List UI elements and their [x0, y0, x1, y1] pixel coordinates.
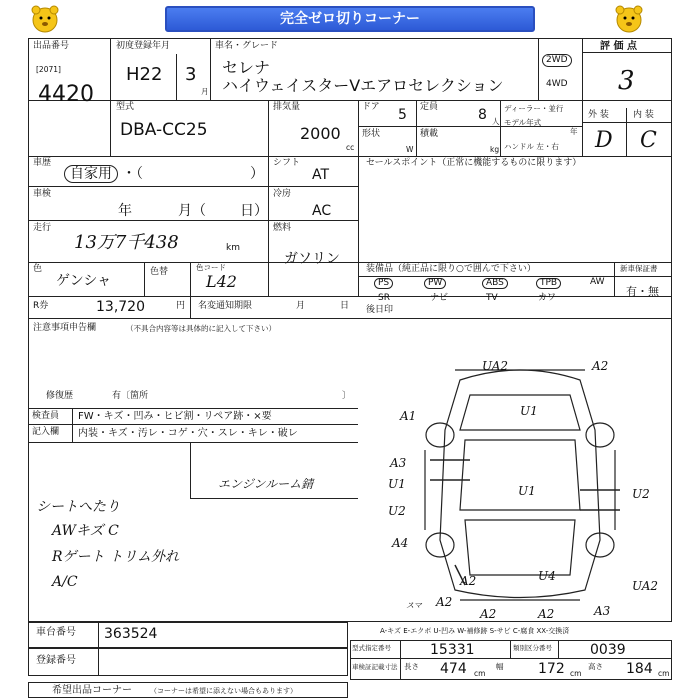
rbook-unit: 円: [176, 301, 186, 311]
mark-ua2-right: UA2: [632, 579, 659, 593]
month-unit: 月: [201, 87, 209, 96]
lot-number: 4420: [38, 82, 94, 107]
equip-pw: PW: [424, 278, 446, 289]
handle-label: ハンドル 左・右: [504, 142, 559, 151]
mark-u1-roof: U1: [518, 484, 536, 498]
equip-abs: ABS: [482, 278, 508, 289]
color-value: ゲンシャ: [56, 273, 112, 289]
rbook-label: R券: [33, 301, 49, 311]
height-value: 184: [626, 661, 653, 677]
mark-a2-rear: A2: [460, 574, 477, 588]
note-seat: シートへたり: [36, 499, 120, 515]
inspection-label: 車検: [33, 189, 52, 199]
inspector-label-2: 記入欄: [32, 427, 60, 437]
mileage-unit: km: [226, 243, 240, 253]
drive-2wd: 2WD: [542, 54, 572, 67]
exterior-label: 外 装: [588, 110, 609, 120]
inspection-day: 日）: [240, 203, 268, 219]
caution-sub: （不具合内容等は具体的に記入して下さい）: [126, 324, 276, 333]
mark-u1-hood: U1: [520, 404, 538, 418]
mark-u1-left: U1: [388, 477, 406, 491]
shape-unit: W: [406, 145, 414, 154]
footer-sub: （コーナーは希望に添えない場合もあります）: [150, 687, 297, 695]
model-value: DBA-CC25: [120, 120, 208, 140]
mark-a4: A4: [392, 536, 409, 550]
repair-close: 〕: [342, 391, 352, 401]
repair-label: 修復歴: [46, 391, 74, 401]
doors-label: ドア: [362, 102, 380, 112]
load-unit: kg: [490, 145, 500, 154]
model-year-label: モデル年式: [504, 118, 542, 127]
rbook-value: 13,720: [96, 299, 145, 315]
shift-value: AT: [312, 167, 330, 183]
lot-sub: [2071]: [36, 65, 61, 74]
inspector-label-1: 検査員: [32, 411, 60, 421]
note-gate: Rゲート トリム外れ: [52, 549, 179, 565]
note-ac: A/C: [52, 574, 78, 590]
equip-leather: カワ: [538, 293, 557, 303]
inspector-row-1: FW・キズ・凹み・ヒビ割・リペア跡・×要: [78, 411, 272, 422]
caution-label: 注意事項申告欄: [33, 323, 97, 333]
inspector-row-2: 内装・キズ・汚レ・コゲ・穴・スレ・キレ・破レ: [78, 428, 298, 439]
note-engine: エンジンルーム錆: [218, 477, 314, 491]
color-code: L42: [206, 272, 237, 291]
ac-label: 冷房: [273, 189, 292, 199]
registration-era-year: H22: [126, 64, 163, 85]
capacity-unit: 人: [492, 117, 500, 126]
mark-u2-right: U2: [632, 487, 650, 501]
color-change-label: 色替: [150, 267, 169, 277]
mark-a2-bottom-2: A2: [538, 607, 555, 621]
width-unit: cm: [570, 669, 582, 678]
designation-value: 15331: [430, 642, 475, 658]
fuel-value: ガソリン: [284, 251, 340, 267]
car-damage-diagram: [370, 340, 670, 630]
mark-a2-bottom: A2: [480, 607, 497, 621]
interior-label: 内 装: [633, 110, 654, 120]
dims-label: 車検証記載寸法: [352, 663, 398, 671]
length-value: 474: [440, 661, 467, 677]
dealer-label: ディーラー・並行: [504, 104, 564, 113]
interior-grade: C: [640, 128, 657, 153]
displacement-value: 2000: [300, 124, 341, 143]
model-label: 型式: [116, 102, 135, 112]
mark-a3-bottom: A3: [594, 604, 611, 618]
history-value: 自家用: [64, 165, 118, 183]
height-label: 高さ: [588, 662, 603, 671]
doors-value: 5: [398, 107, 407, 123]
damage-legend: A-キズ E-エクボ U-凹み W-補修跡 S-サビ C-腐食 XX-交換済: [380, 627, 570, 635]
registration-month: 3: [185, 64, 197, 85]
history-suffix: ・（: [122, 166, 143, 182]
class-value: 0039: [590, 642, 626, 658]
reg-label: 登録番号: [36, 655, 76, 666]
car-grade: ハイウェイスターVエアロセレクション: [222, 76, 504, 95]
car-label: 車名・グレード: [215, 41, 279, 51]
mark-a1: A1: [400, 409, 417, 423]
capacity-label: 定員: [420, 102, 439, 112]
color-label: 色: [33, 264, 43, 274]
bear-mascot-icon: [612, 2, 646, 36]
equip-tv: TV: [486, 293, 498, 303]
inspection-month: 月（: [178, 203, 206, 219]
equip-navi: ナビ: [430, 293, 449, 303]
car-name: セレナ: [222, 58, 271, 77]
mark-u2-left: U2: [388, 504, 406, 518]
mileage-label: 走行: [33, 223, 52, 233]
history-close: ）: [250, 166, 264, 182]
equip-sr: SR: [378, 293, 390, 303]
mark-u4: U4: [538, 569, 556, 583]
equip-aw: AW: [590, 277, 605, 287]
shift-label: シフト: [273, 158, 301, 168]
displacement-unit: cc: [346, 143, 355, 152]
guarantee-value: 有・無: [626, 285, 659, 298]
corner-banner: 完全ゼロ切りコーナー: [165, 6, 535, 32]
bear-mascot-icon: [28, 2, 62, 36]
chassis-row: [28, 622, 348, 648]
reg-row: [28, 648, 348, 676]
load-label: 積載: [420, 129, 439, 139]
capacity-value: 8: [478, 107, 487, 123]
repair-value: 有〔箇所: [112, 391, 149, 401]
equip-tpb: TPB: [536, 278, 561, 289]
displacement-label: 排気量: [273, 102, 301, 112]
guarantee-label: 新車保証書: [620, 264, 658, 273]
width-label: 幅: [496, 662, 504, 671]
rear-seat-label: 後日印: [366, 305, 394, 315]
score-label: 評 価 点: [600, 41, 637, 52]
exterior-grade: D: [595, 128, 613, 153]
chassis-value: 363524: [104, 626, 158, 642]
notice-month: 月: [296, 301, 306, 311]
width-value: 172: [538, 661, 565, 677]
score-value: 3: [618, 66, 635, 96]
mark-a3-left: A3: [390, 456, 407, 470]
color-code-label: 色コード: [196, 263, 226, 272]
mark-a2-top-right: A2: [592, 359, 609, 373]
sales-label: セールスポイント（正常に機能するものに限ります）: [366, 158, 582, 168]
history-label: 車歴: [33, 158, 52, 168]
height-unit: cm: [658, 669, 670, 678]
registration-label: 初度登録年月: [116, 41, 171, 51]
drive-4wd: 4WD: [546, 79, 568, 89]
length-label: 長さ: [404, 662, 419, 671]
mark-ua2-top: UA2: [482, 359, 509, 373]
footer-label: 希望出品コーナー: [52, 685, 132, 696]
class-label: 類別区分番号: [513, 644, 552, 652]
notice-label: 名変通知期限: [198, 301, 253, 311]
equip-ps: PS: [374, 278, 393, 289]
shape-label: 形状: [362, 129, 381, 139]
year-unit: 年: [570, 127, 578, 136]
fuel-label: 燃料: [273, 223, 292, 233]
ac-value: AC: [312, 203, 332, 219]
notice-day: 日: [340, 301, 350, 311]
mark-a2-bottom-left: A2: [436, 595, 453, 609]
mark-sma: スマ: [406, 601, 422, 610]
mileage-value: 13万7千438: [74, 232, 179, 253]
equipment-label: 装備品（純正品に限り○で囲んで下さい）: [366, 264, 536, 274]
chassis-label: 車台番号: [36, 627, 76, 638]
inspection-year: 年: [118, 203, 132, 219]
designation-label: 型式指定番号: [352, 644, 391, 652]
length-unit: cm: [474, 669, 486, 678]
lot-label: 出品番号: [33, 41, 70, 51]
note-aw: AWキズ C: [52, 523, 119, 539]
